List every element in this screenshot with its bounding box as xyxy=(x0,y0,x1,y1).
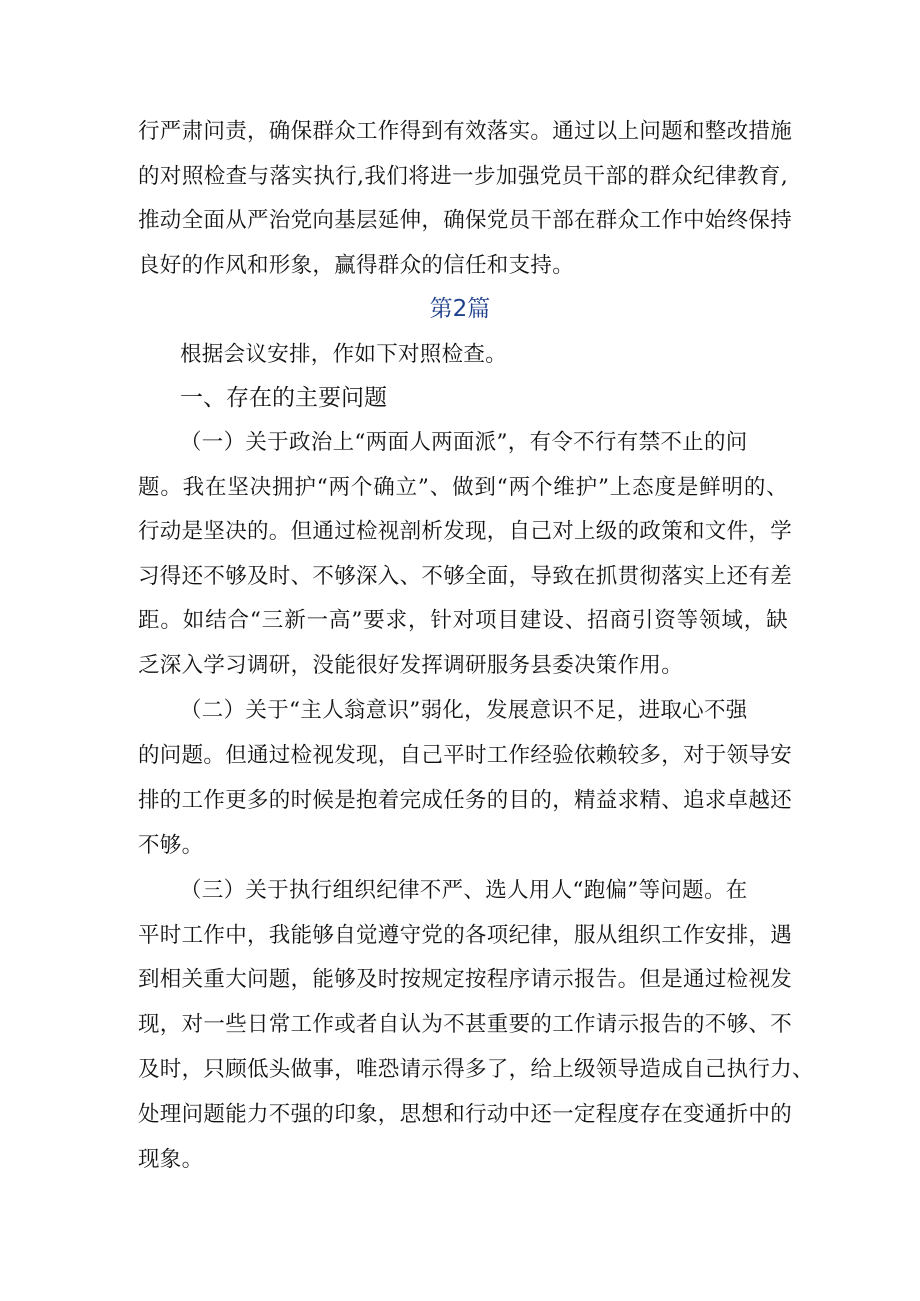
text-line: 及时，只顾低头做事，唯恐请示得多了，给上级领导造成自己执行力、 xyxy=(138,1057,814,1082)
text-line: 不够。 xyxy=(138,833,204,858)
text-line: 距。如结合“三新一高”要求，针对项目建设、招商引资等领域，缺 xyxy=(138,608,788,633)
text-line: 到相关重大问题，能够及时按规定按程序请示报告。但是通过检视发 xyxy=(138,967,793,992)
text-line: （二）关于“主人翁意识”弱化，发展意识不足，进取心不强 xyxy=(180,698,748,723)
intro-text: 根据会议安排，作如下对照检查。 xyxy=(180,342,508,367)
text-line: 排的工作更多的时候是抱着完成任务的目的，精益求精、追求卓越还 xyxy=(138,788,793,813)
text-line: 的对照检查与落实执行,我们将进一步加强党员干部的群众纪律教育, xyxy=(138,164,788,189)
text-line: 行动是坚决的。但通过检视剖析发现，自己对上级的政策和文件，学 xyxy=(138,519,793,544)
text-line: 乏深入学习调研，没能很好发挥调研服务县委决策作用。 xyxy=(138,653,684,678)
text-line: 推动全面从严治党向基层延伸，确保党员干部在群众工作中始终保持 xyxy=(138,208,793,233)
text-line: 良好的作风和形象，赢得群众的信任和支持。 xyxy=(138,253,575,278)
text-line: 习得还不够及时、不够深入、不够全面，导致在抓贯彻落实上还有差 xyxy=(138,564,793,589)
text-line: 的问题。但通过检视发现，自己平时工作经验依赖较多，对于领导安 xyxy=(138,743,793,768)
text-line: 平时工作中，我能够自觉遵守党的各项纪律，服从组织工作安排，遇 xyxy=(138,923,793,948)
chapter-title: 第2篇 xyxy=(429,296,491,322)
section-title: 一、存在的主要问题 xyxy=(180,385,387,411)
text-line: 现象。 xyxy=(138,1147,204,1172)
text-line: 现，对一些日常工作或者自认为不甚重要的工作请示报告的不够、不 xyxy=(138,1012,793,1037)
text-line: 处理问题能力不强的印象，思想和行动中还一定程度存在变通折中的 xyxy=(138,1102,793,1127)
text-line: （一）关于政治上“两面人两面派”，有令不行有禁不止的问 xyxy=(180,430,748,455)
text-line: 行严肃问责，确保群众工作得到有效落实。通过以上问题和整改措施 xyxy=(138,119,793,144)
text-line: （三）关于执行组织纪律不严、选人用人“跑偏”等问题。在 xyxy=(180,878,748,903)
text-line: 题。我在坚决拥护“两个确立”、做到“两个维护”上态度是鲜明的、 xyxy=(138,475,788,500)
